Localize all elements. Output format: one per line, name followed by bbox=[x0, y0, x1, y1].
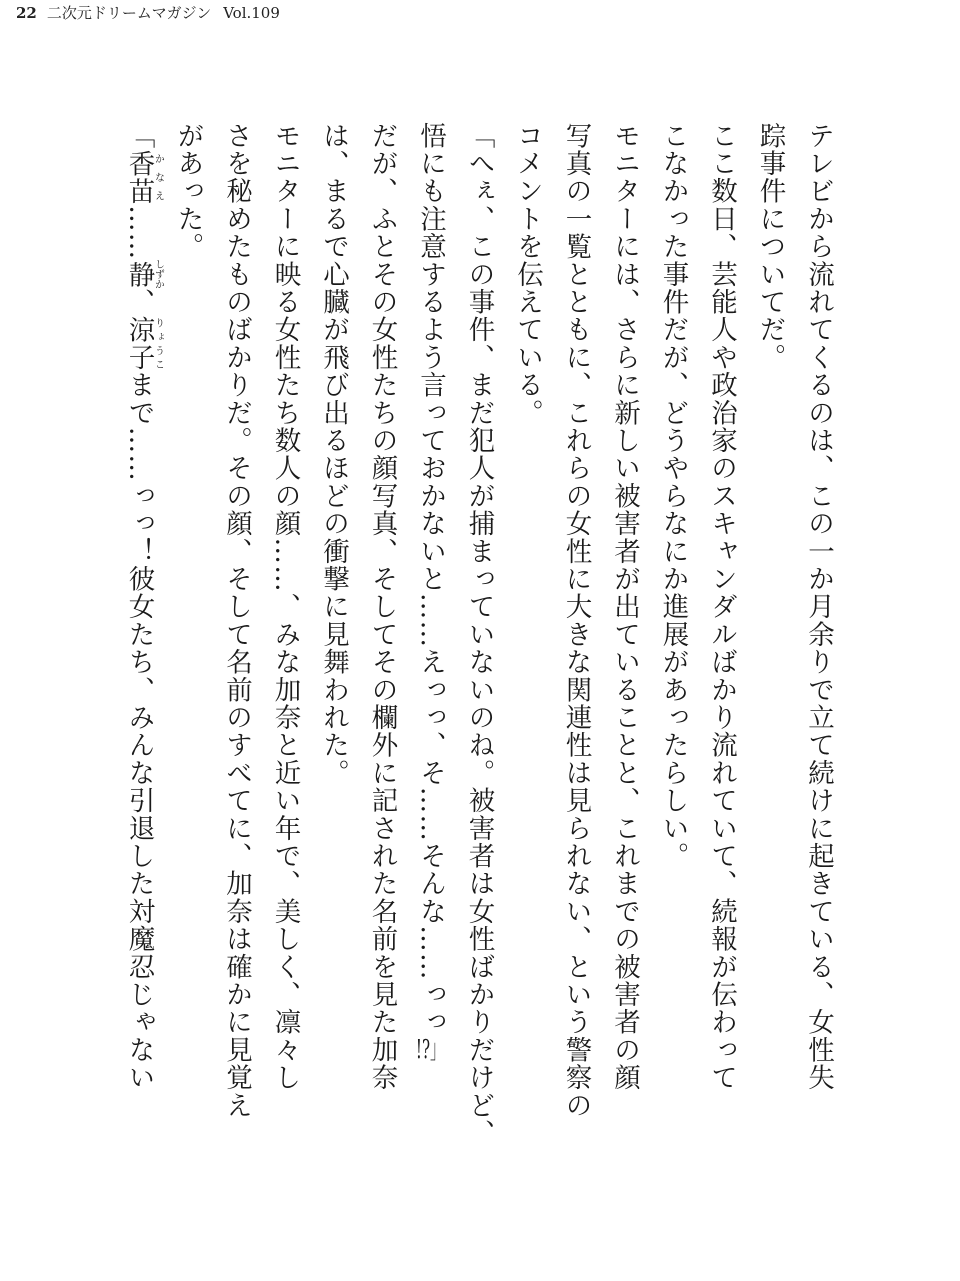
ruby-shizuka: 静しずか bbox=[123, 259, 164, 290]
vertical-body-text bbox=[114, 122, 842, 1152]
text-line: は、まるで心臓が飛び出るほどの衝撃に見舞われた。 bbox=[318, 122, 349, 787]
ruby-reading: かなえ bbox=[152, 149, 164, 206]
text-line-tail: まで……っっ！彼女たち、みんな引退した対魔忍じゃない bbox=[123, 371, 155, 1092]
ruby-reading: しずか bbox=[152, 259, 164, 290]
text-line: モニターには、さらに新しい被害者が出ていることと、これまでの被害者の顔 bbox=[609, 122, 640, 1092]
text-line: 写真の一覧とともに、これらの女性に大きな関連性は見られない、という警察の bbox=[560, 122, 592, 1120]
volume-label: Vol.109 bbox=[223, 4, 280, 22]
exclamation-question-mark: !?」 bbox=[415, 1036, 446, 1063]
text-line: コメントを伝えている。 bbox=[512, 122, 543, 427]
text-line: モニターに映る女性たち数人の顔……、みな加奈と近い年で、美しく、凛々し bbox=[269, 122, 301, 1092]
ruby-reading: りょうこ bbox=[152, 315, 164, 372]
text-line: があった。 bbox=[172, 122, 204, 261]
text-line: 「へぇ、この事件、まだ犯人が捕まっていないのね。被害者は女性ばかりだけど、 bbox=[463, 122, 495, 1147]
text-line: こなかった事件だが、どうやらなにか進展があったらしい。 bbox=[657, 122, 689, 870]
page-number: 22 bbox=[16, 4, 37, 22]
magazine-title: 二次元ドリームマガジン bbox=[46, 4, 212, 22]
ruby-ryouko: 涼子りょうこ bbox=[123, 315, 164, 372]
text-line: だが、ふとその女性たちの顔写真、そしてその欄外に記された名前を見た加奈 bbox=[366, 122, 398, 1092]
text-line: ここ数日、芸能人や政治家のスキャンダルばかり流れていて、続報が伝わって bbox=[706, 122, 737, 1092]
text-line: テレビから流れてくるのは、この一か月余りで立て続けに起きている、女性失 bbox=[803, 122, 834, 1092]
text-line-with-ruby: 「香苗かなえ……静しずか、涼子りょうこまで……っっ！彼女たち、みんな引退した対魔忍じゃない bbox=[123, 122, 164, 1092]
ruby-kanae: 香苗かなえ bbox=[123, 149, 164, 206]
text-line-with-exclamation bbox=[406, 122, 455, 1152]
text-line: 踪事件についてだ。 bbox=[754, 122, 786, 372]
text-line-main: 悟にも注意するよう言っておかないと……えっっ、そ……そんな……っっ bbox=[415, 122, 446, 1037]
page-header bbox=[16, 2, 280, 24]
text-line: さを秘めたものばかりだ。その顔、そして名前のすべてに、加奈は確かに見覚え bbox=[221, 122, 252, 1120]
